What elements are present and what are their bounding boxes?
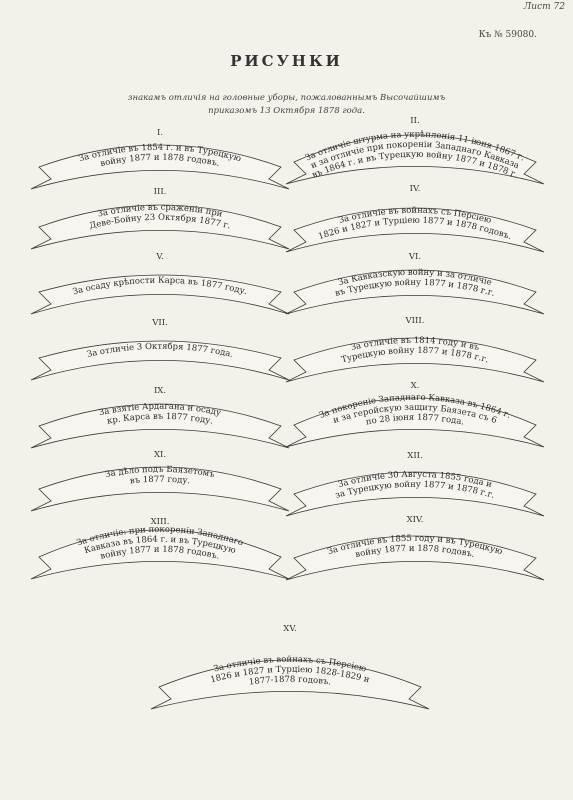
ribbon-iii <box>31 203 289 249</box>
ribbon-numeral-x: X. <box>410 381 420 391</box>
ribbon-inscription-text: За отличіе въ сраженіи при <box>96 202 224 220</box>
ribbon-inscription-text: Деве-Бойну 23 Октября 1877 г. <box>88 212 232 232</box>
ribbon-inscription-text: въ 1877 году. <box>129 474 191 487</box>
ribbon-inscription-text: За отличіе 30 Августа 1855 года и <box>337 469 493 491</box>
ribbon-inscription-text: За Кавказскую войну и за отличіе <box>337 267 493 289</box>
ribbon-ii <box>286 130 544 184</box>
ribbon-inscription-text: За взятіе Ардагана и осаду <box>98 401 222 419</box>
ribbon-inscription-text: по 28 іюня 1877 года. <box>365 412 465 428</box>
ribbon-inscription-text: 1826 и 1827 и Турціею 1828-1829 и <box>209 664 371 686</box>
ribbon-v <box>31 275 289 314</box>
ribbon-inscription-text: За отличіе въ 1814 году и въ <box>349 335 481 354</box>
ribbon-numeral-iii: III. <box>153 187 167 197</box>
ribbon-numeral-xv: XV. <box>283 624 297 634</box>
ribbon-inscription-text: За отличіе въ войнахъ съ Персіею <box>212 654 368 675</box>
ribbon-inscription-text: Турецкую войну 1877 и 1878 г.г. <box>340 345 490 366</box>
ribbon-numeral-xii: XII. <box>407 451 423 461</box>
ribbon-numeral-vii: VII. <box>152 318 168 328</box>
ribbon-numeral-viii: VIII. <box>405 316 425 326</box>
ribbon-i <box>31 143 289 189</box>
ribbon-inscription-text: За осаду крѣпости Карса въ 1877 году. <box>71 275 249 298</box>
ribbon-inscription-text: За покореніе Западнаго Кавказа въ 1864 г. <box>317 392 513 421</box>
ribbon-inscription-text: За отличіе 3 Октября 1877 года. <box>86 341 234 360</box>
ribbon-numeral-xiii: XIII. <box>150 517 170 527</box>
ribbon-inscription-text: За отличіе въ 1855 году и въ Турецкую <box>326 533 504 558</box>
ribbon-inscription-text: въ 1864 г. и въ Турецкую войну 1877 и 1878 г. <box>310 149 520 181</box>
ribbon-numeral-xiv: XIV. <box>406 515 424 525</box>
order-number: Къ № 59080. <box>478 30 537 40</box>
ribbon-xi <box>31 465 289 511</box>
ribbon-inscription-text: За дѣло подъ Баязетомъ <box>104 464 216 481</box>
ribbon-inscription-text: 1826 и 1827 и Турціею 1877 и 1878 годовъ. <box>317 215 513 243</box>
ribbon-viii <box>286 336 544 382</box>
subtitle-line-2: приказомъ 13 Октября 1878 года. <box>208 106 365 116</box>
ribbon-xiii <box>31 525 289 579</box>
ribbon-numeral-ix: IX. <box>153 386 167 396</box>
ribbon-inscription-line <box>129 475 190 487</box>
ribbon-inscription-text: и за отличіе при покореніи Западнаго Кавказа <box>309 139 521 172</box>
ribbon-numeral-v: V. <box>156 252 164 262</box>
ribbon-inscription-text: войну 1877 и 1878 годовъ. <box>99 544 221 562</box>
ribbon-ix <box>31 402 289 448</box>
ribbon-xv <box>151 655 429 709</box>
ribbon-inscription-text: за Турецкую войну 1877 и 1878 г.г. <box>334 479 496 501</box>
ribbon-inscription-text: войну 1877 и 1878 годовъ. <box>354 543 476 561</box>
ribbon-x <box>286 393 544 447</box>
ribbon-numeral-iv: IV. <box>409 184 421 194</box>
ribbon-inscription-text: За отличіе штурма на укрѣпленія 11 іюня 1867 г. <box>303 129 527 164</box>
ribbon-vii <box>31 341 289 380</box>
ribbon-numeral-xi: XI. <box>153 450 167 460</box>
ribbon-inscription-text: войну 1877 и 1878 годовъ. <box>99 152 221 170</box>
ribbon-numeral-vi: VI. <box>408 252 422 262</box>
ribbon-inscription-text: За отличіе въ войнахъ съ Персіею <box>337 205 493 226</box>
ribbon-numeral-ii: II. <box>410 116 420 126</box>
ribbon-xii <box>286 470 544 516</box>
ribbon-inscription-text: въ Турецкую войну 1877 и 1878 г.г. <box>333 277 497 299</box>
ribbon-inscription-text: и за геройскую защиту Баязета съ 6 <box>332 402 498 427</box>
ribbon-inscription-text: За отличіе: при покореніи Западнаго <box>75 524 245 549</box>
ribbon-xiv <box>286 534 544 580</box>
page-title: РИСУНКИ <box>230 52 343 70</box>
ribbon-inscription-text: 1877-1878 годовъ. <box>248 674 332 688</box>
ribbon-iv <box>286 206 544 252</box>
sheet-number: Лист 72 <box>523 2 565 12</box>
ribbon-inscription-text: За отличіе въ 1854 г. и въ Турецкую <box>77 142 243 165</box>
subtitle-line-1: знакамъ отличія на головные уборы, пожалованнымъ Высочайшимъ <box>127 93 446 103</box>
ribbon-inscription-text: Кавказа въ 1864 г. и въ Турецкую <box>83 534 237 557</box>
ribbon-inscription-text: кр. Карса въ 1877 году. <box>106 411 214 427</box>
ribbon-numeral-i: I. <box>156 128 164 138</box>
ribbon-vi <box>286 268 544 314</box>
